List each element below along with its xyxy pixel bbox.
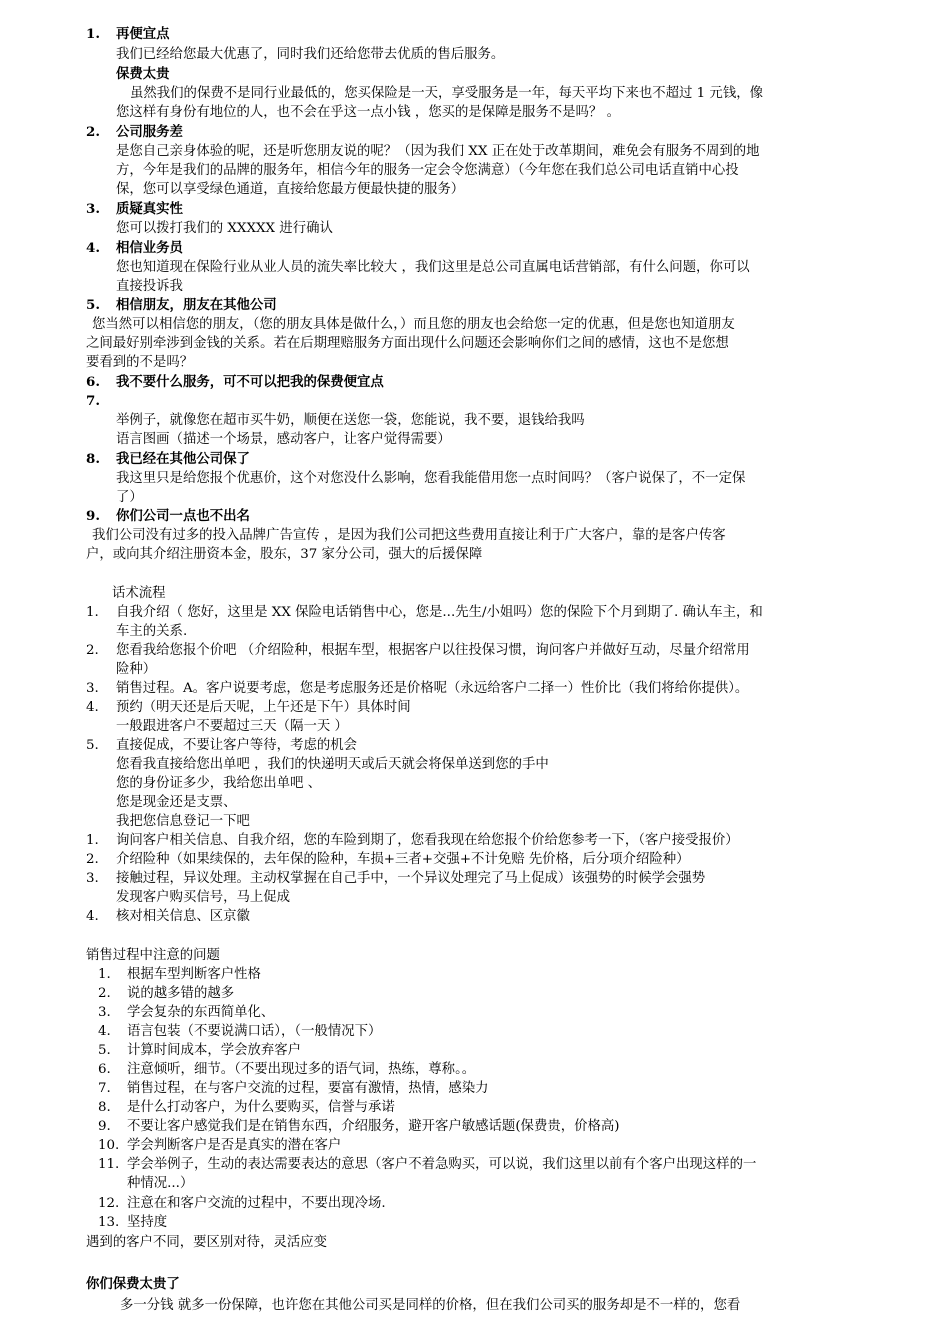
note-11-line-2: 种情况...） xyxy=(127,1176,194,1191)
objection-9-line-1: 我们公司没有过多的投入品牌广告宣传 ，是因为我们公司把这些费用直接让利于广大客户，靠的是客户传客 xyxy=(92,528,726,543)
flow2-step-1-line-1: 询问客户相关信息、自我介绍，您的车险到期了，您看我现在给您报个价给您参考一下，（客户接受报价） xyxy=(116,833,739,848)
flow2-step-1-num: 1. xyxy=(86,833,99,848)
expensive-line-1: 多一分钱 就多一份保障，也许您在其他公司买是同样的价格，但在我们公司买的服务却是不一样的，您看 xyxy=(120,1298,741,1313)
objection-7-num: 7. xyxy=(86,393,100,409)
notes-title: 销售过程中注意的问题 xyxy=(86,948,220,963)
note-11-line-1: 学会举例子，生动的表达需要表达的意思（客户不着急购买，可以说，我们这里以前有个客户出现这样的一 xyxy=(127,1157,757,1172)
script-flow-title: 话术流程 xyxy=(112,586,166,601)
objection-5-line-2: 之间最好别牵涉到金钱的关系。若在后期理赔服务方面出现什么问题还会影响你们之间的感情，这也不是您想 xyxy=(86,336,729,351)
flow-step-1-line-2: 车主的关系. xyxy=(116,624,188,639)
note-6-text: 注意倾听，细节。（不要出现过多的语气词，热练，尊称。。 xyxy=(127,1062,476,1077)
notes-closing: 遇到的客户不同，要区别对待，灵活应变 xyxy=(86,1235,328,1250)
objection-6-num: 6. xyxy=(86,374,100,390)
note-11-num: 11. xyxy=(98,1157,120,1172)
flow-step-2-line-2: 险种） xyxy=(116,662,157,677)
flow-step-4-num: 4. xyxy=(86,700,99,715)
flow-step-5-num: 5. xyxy=(86,738,99,753)
objection-5-line-3: 要看到的不是吗？ xyxy=(86,355,194,370)
note-12-text: 注意在和客户交流的过程中，不要出现冷场. xyxy=(127,1196,386,1211)
objection-8-line-2: 了） xyxy=(116,490,143,505)
note-2-num: 2. xyxy=(98,986,111,1001)
objection-2-line-2: 方，今年是我们的品牌的服务年，相信今年的服务一定会令您满意）（今年您在我们总公司电话直销中心投 xyxy=(116,163,739,178)
objection-8-num: 8. xyxy=(86,451,100,467)
note-5-text: 计算时间成本，学会放弃客户 xyxy=(127,1043,302,1058)
objection-1-num: 1. xyxy=(86,26,100,42)
objection-premium-line-2: 您这样有身份有地位的人，也不会在乎这一点小钱 ，您买的是保障是服务不是吗？ 。 xyxy=(116,105,620,120)
objection-8-title: 我已经在其他公司保了 xyxy=(116,451,250,467)
objection-9-line-2: 户，或向其介绍注册资本金，股东，37 家分公司，强大的后援保障 xyxy=(86,547,483,562)
objection-3-title: 质疑真实性 xyxy=(116,201,183,217)
objection-1-title: 再便宜点 xyxy=(116,26,170,42)
flow-step-4-line-2: 一般跟进客户不要超过三天（隔一天 ） xyxy=(116,719,348,734)
note-3-text: 学会复杂的东西简单化、 xyxy=(127,1005,275,1020)
note-4-num: 4. xyxy=(98,1024,111,1039)
note-1-num: 1. xyxy=(98,967,111,982)
flow-step-3-num: 3. xyxy=(86,681,99,696)
objection-6-title: 我不要什么服务，可不可以把我的保费便宜点 xyxy=(116,374,384,390)
flow-step-2-line-1: 您看我给您报个价吧 （介绍险种，根据车型，根据客户以往投保习惯，询问客户并做好互动，尽量介绍常用 xyxy=(116,643,750,658)
objection-8-line-1: 我这里只是给您报个优惠价，这个对您没什么影响，您看我能借用您一点时间吗？（客户说保了，不一定保 xyxy=(116,471,746,486)
flow2-step-4-num: 4. xyxy=(86,909,99,924)
objection-2-line-1: 是您自己亲身体验的呢，还是听您朋友说的呢？（因为我们 XX 正在处于改革期间，难免会有服务不周到的地 xyxy=(116,144,760,159)
objection-5-num: 5. xyxy=(86,297,100,313)
objection-4-line-1: 您也知道现在保险行业从业人员的流失率比较大 ，我们这里是总公司直属电话营销部，有什么问题，你可以 xyxy=(116,260,750,275)
note-13-text: 坚持度 xyxy=(127,1215,168,1230)
flow2-step-3-num: 3. xyxy=(86,871,99,886)
flow-step-5-line-2: 您看我直接给您出单吧 ，我们的快递明天或后天就会将保单送到您的手中 xyxy=(116,757,549,772)
note-1-text: 根据车型判断客户性格 xyxy=(127,967,261,982)
note-10-num: 10. xyxy=(98,1138,120,1153)
expensive-title: 你们保费太贵了 xyxy=(86,1276,180,1292)
flow-step-5-line-4: 您是现金还是支票、 xyxy=(116,795,237,810)
objection-5-title: 相信朋友，朋友在其他公司 xyxy=(116,297,277,313)
note-5-num: 5. xyxy=(98,1043,111,1058)
note-3-num: 3. xyxy=(98,1005,111,1020)
flow-step-1-line-1: 自我介绍（ 您好，这里是 XX 保险电话销售中心，您是...先生/小姐吗）您的保险下个月到期了. 确认车主，和 xyxy=(116,605,763,620)
note-9-num: 9. xyxy=(98,1119,111,1134)
note-12-num: 12. xyxy=(98,1196,120,1211)
note-13-num: 13. xyxy=(98,1215,120,1230)
note-2-text: 说的越多错的越多 xyxy=(127,986,235,1001)
flow2-step-3-line-1: 接触过程，异议处理。主动权掌握在自己手中，一个异议处理完了马上促成）该强势的时候学会强势 xyxy=(116,871,706,886)
flow2-step-4-line-1: 核对相关信息、区京徽 xyxy=(116,909,250,924)
note-8-num: 8. xyxy=(98,1100,111,1115)
flow2-step-2-line-1: 介绍险种（如果续保的，去年保的险种，车损+三者+交强+不计免赔 先价格，后分项介绍险种） xyxy=(116,852,690,867)
objection-3-num: 3. xyxy=(86,201,100,217)
objection-7-line-1: 举例子，就像您在超市买牛奶，顺便在送您一袋，您能说，我不要，退钱给我吗 xyxy=(116,413,585,428)
objection-4-num: 4. xyxy=(86,240,100,256)
note-7-text: 销售过程，在与客户交流的过程，要富有激情，热情，感染力 xyxy=(127,1081,489,1096)
objection-9-title: 你们公司一点也不出名 xyxy=(116,508,250,524)
note-8-text: 是什么打动客户，为什么要购买，信誉与承诺 xyxy=(127,1100,395,1115)
objection-2-title: 公司服务差 xyxy=(116,124,183,140)
flow-step-1-num: 1. xyxy=(86,605,99,620)
objection-2-num: 2. xyxy=(86,124,100,140)
flow-step-4-line-1: 预约（明天还是后天呢，上午还是下午）具体时间 xyxy=(116,700,411,715)
objection-1-line-1: 我们已经给您最大优惠了，同时我们还给您带去优质的售后服务。 xyxy=(116,47,505,62)
objection-4-line-2: 直接投诉我 xyxy=(116,279,183,294)
note-9-text: 不要让客户感觉我们是在销售东西，介绍服务，避开客户敏感话题(保费贵，价格高) xyxy=(127,1119,620,1134)
objection-premium-title: 保费太贵 xyxy=(116,66,170,82)
objection-2-line-3: 保，您可以享受绿色通道，直接给您最方便最快捷的服务） xyxy=(116,182,465,197)
flow-step-5-line-1: 直接促成，不要让客户等待，考虑的机会 xyxy=(116,738,358,753)
objection-4-title: 相信业务员 xyxy=(116,240,183,256)
flow-step-5-line-3: 您的身份证多少，我给您出单吧 、 xyxy=(116,776,322,791)
note-10-text: 学会判断客户是否是真实的潜在客户 xyxy=(127,1138,342,1153)
objection-premium-line-1: 虽然我们的保费不是同行业最低的，您买保险是一天，享受服务是一年，每天平均下来也不超过 1 元钱，像 xyxy=(130,86,763,101)
flow-step-2-num: 2. xyxy=(86,643,99,658)
note-4-text: 语言包装（不要说满口话），（一般情况下） xyxy=(127,1024,382,1039)
flow-step-3-line-1: 销售过程。A。客户说要考虑，您是考虑服务还是价格呢（永远给客户二择一）性价比（我们将给你提供）。 xyxy=(116,681,749,696)
objection-3-line-1: 您可以拨打我们的 XXXXX 进行确认 xyxy=(116,221,333,236)
flow2-step-3-line-2: 发现客户购买信号，马上促成 xyxy=(116,890,291,905)
objection-7-line-2: 语言图画（描述一个场景，感动客户，让客户觉得需要） xyxy=(116,432,451,447)
objection-5-line-1: 您当然可以相信您的朋友，（您的朋友具体是做什么，）而且您的朋友也会给您一定的优惠，但是您也知道朋友 xyxy=(92,317,735,332)
note-6-num: 6. xyxy=(98,1062,111,1077)
flow-step-5-line-5: 我把您信息登记一下吧 xyxy=(116,814,250,829)
objection-9-num: 9. xyxy=(86,508,100,524)
flow2-step-2-num: 2. xyxy=(86,852,99,867)
note-7-num: 7. xyxy=(98,1081,111,1096)
